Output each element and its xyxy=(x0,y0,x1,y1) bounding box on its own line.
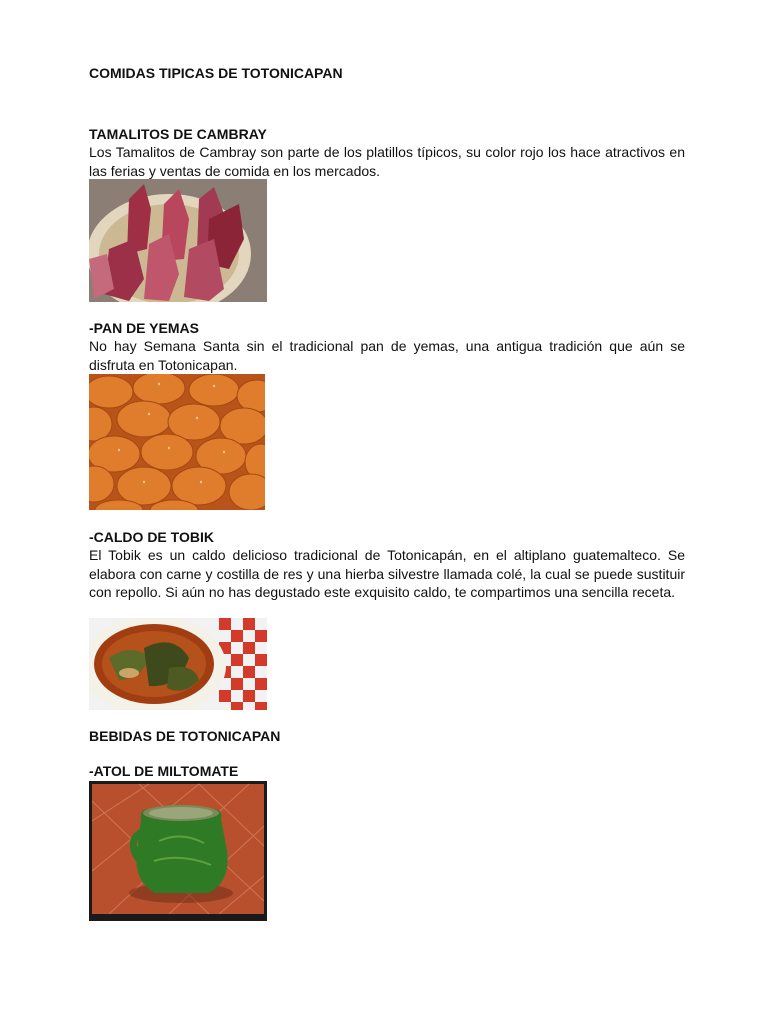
drink-heading-atol-de-miltomate: -ATOL DE MILTOMATE xyxy=(89,763,239,779)
section-text-tamalitos: Los Tamalitos de Cambray son parte de los platillos típicos, su color rojo los hace atractivos en las ferias y ventas de comida en los mercados. xyxy=(89,144,685,179)
pan-de-yemas-photo xyxy=(89,374,265,510)
tamalitos-photo xyxy=(89,179,267,302)
section-heading-tamalitos: TAMALITOS DE CAMBRAY xyxy=(89,126,267,142)
caldo-de-tobik-photo xyxy=(89,618,267,710)
document-title: COMIDAS TIPICAS DE TOTONICAPAN xyxy=(89,65,343,81)
atol-de-miltomate-photo xyxy=(89,781,267,921)
section-text-caldo-de-tobik: El Tobik es un caldo delicioso tradicional de Totonicapán, en el altiplano guatemalteco. Se elabora con carne y costilla de res y una hierba silvestre llamada colé, la cual se puede sustituir con repollo. Si aún no has degustado este exquisito caldo, te compartimos una sencilla receta. xyxy=(89,547,685,600)
section-heading-caldo-de-tobik: -CALDO DE TOBIK xyxy=(89,529,214,545)
section-heading-pan-de-yemas: -PAN DE YEMAS xyxy=(89,320,199,336)
section-text-pan-de-yemas: No hay Semana Santa sin el tradicional pan de yemas, una antigua tradición que aún se disfruta en Totonicapan. xyxy=(89,338,685,373)
drinks-title: BEBIDAS DE TOTONICAPAN xyxy=(89,728,281,744)
